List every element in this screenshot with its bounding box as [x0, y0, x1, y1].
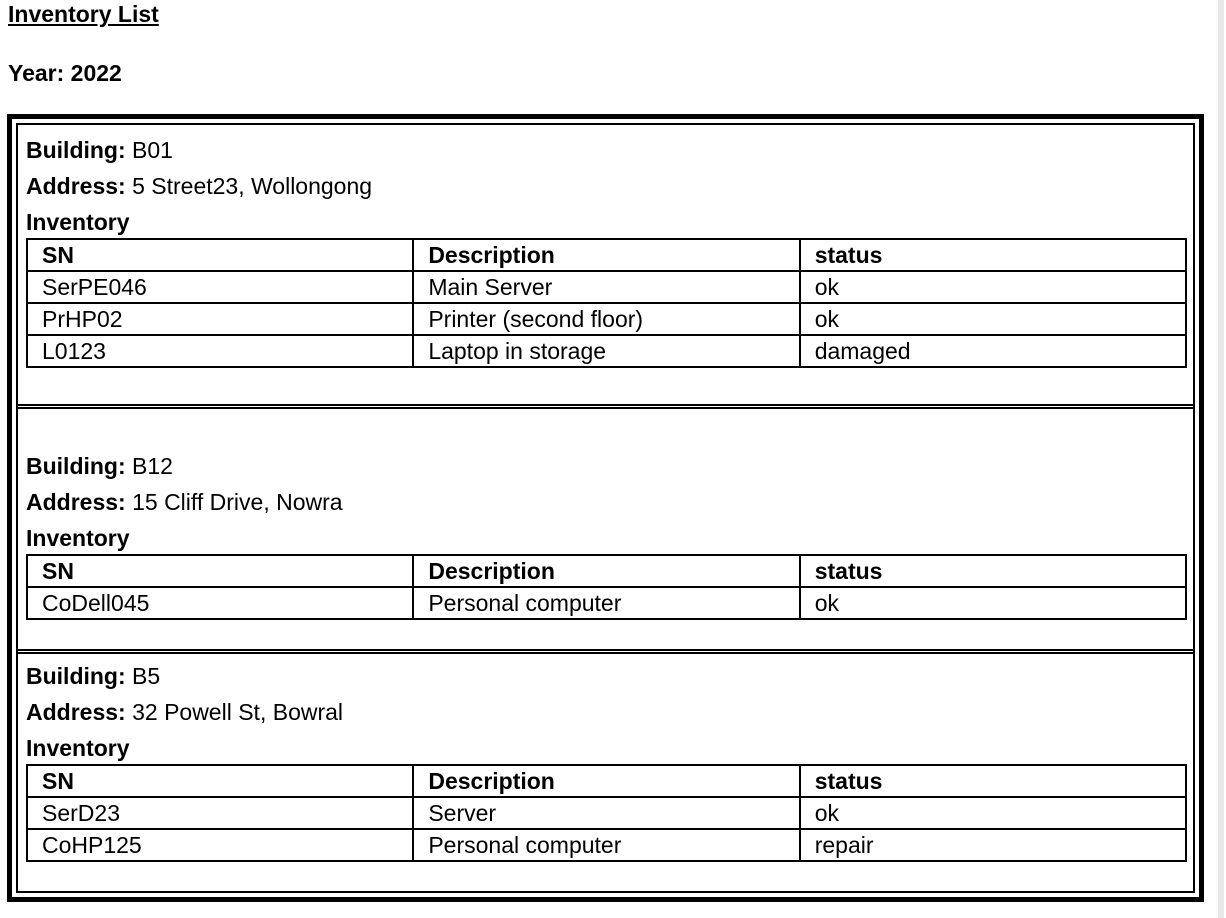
table-row	[27, 797, 1186, 829]
table-row	[27, 271, 1186, 303]
address-value: 5 Street23, Wollongong	[132, 173, 373, 199]
address-line	[26, 697, 343, 727]
cell-sn: PrHP02	[27, 303, 413, 335]
building-line	[26, 135, 173, 165]
cell-status: ok	[800, 797, 1186, 829]
year-value: 2022	[70, 60, 122, 86]
cell-sn: CoDell045	[27, 587, 413, 619]
building-line	[26, 451, 173, 481]
inventory-table	[26, 764, 1187, 862]
address-line	[26, 171, 372, 201]
inventory-table	[26, 238, 1187, 368]
cell-status: damaged	[800, 335, 1186, 367]
table-header-row	[27, 239, 1186, 271]
building-label: Building:	[26, 453, 126, 479]
address-value: 32 Powell St, Bowral	[132, 699, 344, 725]
cell-status: ok	[800, 271, 1186, 303]
address-label: Address:	[26, 173, 126, 199]
header-status: status	[800, 239, 1186, 271]
building-section-b01	[18, 125, 1193, 407]
inventory-label: Inventory	[26, 209, 130, 235]
cell-sn: CoHP125	[27, 829, 413, 861]
address-value: 15 Cliff Drive, Nowra	[132, 489, 343, 515]
header-sn: SN	[27, 239, 413, 271]
building-value: B5	[132, 663, 161, 689]
table-header-row	[27, 555, 1186, 587]
table-row	[27, 303, 1186, 335]
header-status: status	[800, 765, 1186, 797]
cell-description: Server	[413, 797, 799, 829]
cell-description: Personal computer	[413, 829, 799, 861]
header-description: Description	[413, 555, 799, 587]
cell-sn: SerPE046	[27, 271, 413, 303]
cell-description: Personal computer	[413, 587, 799, 619]
header-status: status	[800, 555, 1186, 587]
cell-description: Printer (second floor)	[413, 303, 799, 335]
address-label: Address:	[26, 489, 126, 515]
cell-description: Laptop in storage	[413, 335, 799, 367]
cell-description: Main Server	[413, 271, 799, 303]
header-description: Description	[413, 239, 799, 271]
table-row	[27, 587, 1186, 619]
cell-status: repair	[800, 829, 1186, 861]
address-label: Address:	[26, 699, 126, 725]
header-sn: SN	[27, 765, 413, 797]
cell-sn: SerD23	[27, 797, 413, 829]
inventory-label: Inventory	[26, 525, 130, 551]
inventory-label: Inventory	[26, 735, 130, 761]
header-sn: SN	[27, 555, 413, 587]
cell-status: ok	[800, 587, 1186, 619]
table-row	[27, 829, 1186, 861]
inventory-table	[26, 554, 1187, 620]
building-value: B12	[132, 453, 173, 479]
inventory-outer-frame	[7, 114, 1204, 902]
header-description: Description	[413, 765, 799, 797]
building-section-b12	[18, 409, 1193, 649]
building-label: Building:	[26, 137, 126, 163]
building-label: Building:	[26, 663, 126, 689]
table-row	[27, 335, 1186, 367]
cell-sn: L0123	[27, 335, 413, 367]
address-line	[26, 487, 343, 517]
page-edge-scrollbar[interactable]	[1218, 0, 1224, 918]
table-header-row	[27, 765, 1186, 797]
year-label: Year:	[8, 60, 65, 86]
building-line	[26, 661, 160, 691]
year-line	[8, 59, 122, 87]
inventory-inner-frame	[16, 123, 1195, 893]
cell-status: ok	[800, 303, 1186, 335]
building-value: B01	[132, 137, 173, 163]
document-title: Inventory List	[8, 1, 159, 27]
building-section-b5	[18, 654, 1193, 894]
